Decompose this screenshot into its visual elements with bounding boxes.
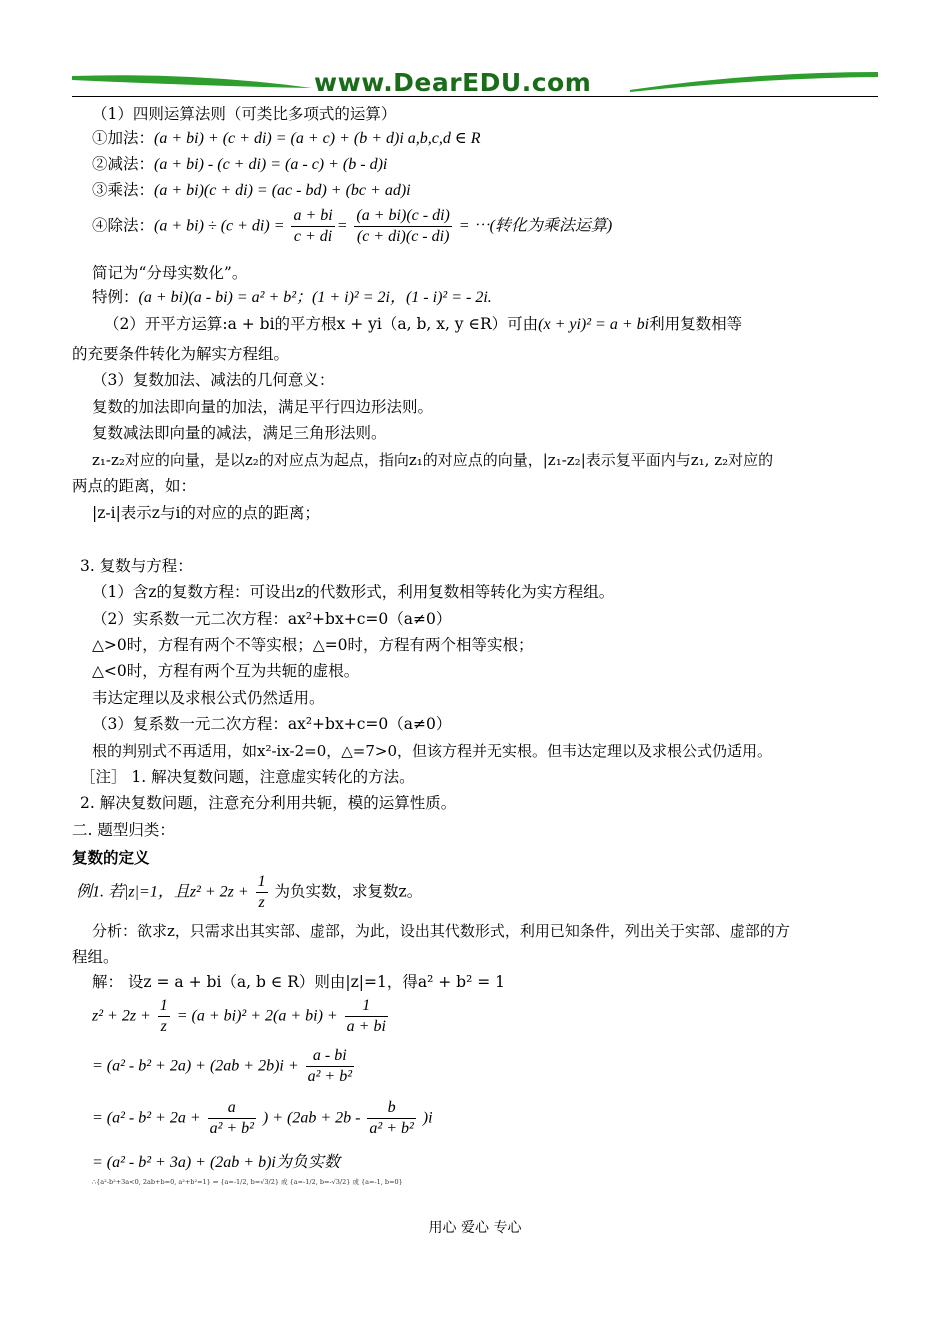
text-line: |z-i|表示z与i的对应的点的距离； [92,504,320,522]
numerator: 1 [158,996,170,1017]
text-line: （3）复系数一元二次方程：ax²+bx+c=0（a≠0） [92,715,452,733]
formula: = (a² - b² + 2a + [92,1109,201,1127]
note-line: 2. 解决复数问题，注意充分利用共轭，模的运算性质。 [80,794,457,812]
denominator: a² + b² [369,1120,414,1137]
label: ①加法： [92,129,155,147]
denominator: z [160,1018,167,1035]
formula: = ⋯(转化为乘法运算) [458,217,613,235]
text: 为负实数，求复数z。 [274,882,423,901]
page-footer: 用心 爱心 专心 [428,1220,522,1236]
section-heading: 二. 题型归类： [72,821,175,839]
formula-add [92,128,480,149]
formula: = (a² - b² + 2a) + (2ab + 2b)i + [92,1057,299,1075]
special-cases [92,287,492,308]
formula: (x + yi)² = a + bi [538,316,650,333]
text-line: 复数减法即向量的减法，满足三角形法则。 [92,424,387,442]
numerator: 1 [345,996,388,1017]
formula-div: ④除法：(a + bi) ÷ (c + di) = $\frac{a + bi}{c + di}$ = $\frac{(a + bi)(c - di)}{(c + di)(c - di)}$ = ⋯(转化为乘法运算) [92,207,613,245]
denominator: (c + di)(c - di) [356,228,450,245]
denominator: c + di [293,228,333,245]
formula: (a + bi)(a - bi) = a² + b²；(1 + i)² = 2i，(1 - i)² = - 2i. [138,289,492,306]
text-line: 分析：欲求z，只需求出其实部、虚部，为此，设出其代数形式，利用已知条件，列出关于实部、虚部的方 [92,922,790,940]
formula: (a + bi) - (c + di) = (a - c) + (b - d)i [154,156,388,173]
numerator: a + bi [291,206,334,227]
fraction [306,1046,354,1087]
text-line: （1）含z的复数方程：可设出z的代数形式，利用复数相等转化为实方程组。 [92,583,615,601]
numerator: a - bi [306,1046,354,1067]
fraction [208,1098,256,1139]
example-1 [76,872,422,913]
fraction [291,206,334,247]
formula: = (a² - b² + 3a) + (2ab + b)i为负实数 [92,1154,340,1171]
formula: (a + bi)(c + di) = (ac - bd) + (bc + ad)i [154,182,411,199]
sqrt-line [104,314,742,335]
fraction [345,996,388,1037]
text-line: 程组。 [72,948,119,966]
solution-step-2 [92,1046,356,1087]
formula: = (a + bi)² + 2(a + bi) + [176,1007,338,1025]
label: ④除法： [92,216,155,235]
formula: )i [422,1109,433,1127]
numerator: a [208,1098,256,1119]
formula: z² + 2z + [92,1007,151,1025]
numerator: 1 [256,872,268,893]
site-logo: www.DearEDU.com [314,68,592,97]
text-line: （1）四则运算法则（可类比多项式的运算） [92,105,397,123]
text-line: 简记为“分母实数化”。 [92,264,248,282]
denominator: z [258,894,265,911]
site-header-banner [72,66,878,100]
formula: (a + bi) ÷ (c + di) = [154,217,285,235]
numerator: (a + bi)(c - di) [354,206,451,227]
solution-line: 解： 设z = a + bi（a, b ∈ R）则由|z|=1，得a² + b² = 1 [92,973,506,991]
label: ②减法： [92,155,155,173]
formula: 例1. 若|z|=1，且z² + 2z + [76,883,249,901]
text-line: z₁-z₂对应的向量，是以z₂的对应点为起点，指向z₁的对应点的向量，|z₁-z₂|表示复平面内与z₁, z₂对应的 [92,451,774,469]
text-line: 两点的距离，如： [72,477,197,495]
solution-step-3 [92,1098,433,1139]
label: 特例： [92,288,139,306]
formula-sub [92,154,387,175]
formula: (a + bi) + (c + di) = (a + c) + (b + d)i a,b,c,d ∈ R [154,130,481,147]
text-line: 根的判别式不再适用，如x²-ix-2=0，△=7>0，但该方程并无实根。但韦达定理以及求根公式仍适用。 [92,742,773,760]
text-line: 韦达定理以及求根公式仍然适用。 [92,689,325,707]
note-line: ［注］ 1. 解决复数问题，注意虚实转化的方法。 [80,768,415,786]
equation-system-image: ∴{a²-b²+3a<0, 2ab+b=0, a²+b²=1} ⇒ {a=-1/2, b=√3/2} 或 {a=-1/2, b=-√3/2} 或 {a=-1, b=0} [92,1178,403,1186]
fraction [158,996,170,1037]
fraction [367,1098,415,1139]
numerator: b [367,1098,415,1119]
text-line: 的充要条件转化为解实方程组。 [72,345,290,363]
section-heading: 3. 复数与方程： [80,557,193,575]
fraction [354,206,451,247]
formula-mul [92,180,411,201]
text: （2）开平方运算:a + bi的平方根x + yi（a, b, x, y ∈R）可由 [104,315,539,333]
text-line: （2）实系数一元二次方程：ax²+bx+c=0（a≠0） [92,610,452,628]
label: ③乘法： [92,181,155,199]
text-line: 复数的加法即向量的加法，满足平行四边形法则。 [92,398,434,416]
text-line: （3）复数加法、减法的几何意义： [92,371,335,389]
formula: ) + (2ab + 2b - [262,1109,361,1127]
denominator: a + bi [346,1018,386,1035]
text: 利用复数相等 [649,315,743,333]
denominator: a² + b² [209,1120,254,1137]
solution-step-1 [92,996,390,1037]
topic-heading: 复数的定义 [72,849,150,867]
denominator: a² + b² [307,1068,352,1085]
header-rule [72,96,878,97]
fraction [256,872,268,913]
text-line: △>0时，方程有两个不等实根；△=0时，方程有两个相等实根； [92,636,534,654]
solution-step-4 [92,1152,340,1173]
text-line: △<0时，方程有两个互为共轭的虚根。 [92,662,360,680]
